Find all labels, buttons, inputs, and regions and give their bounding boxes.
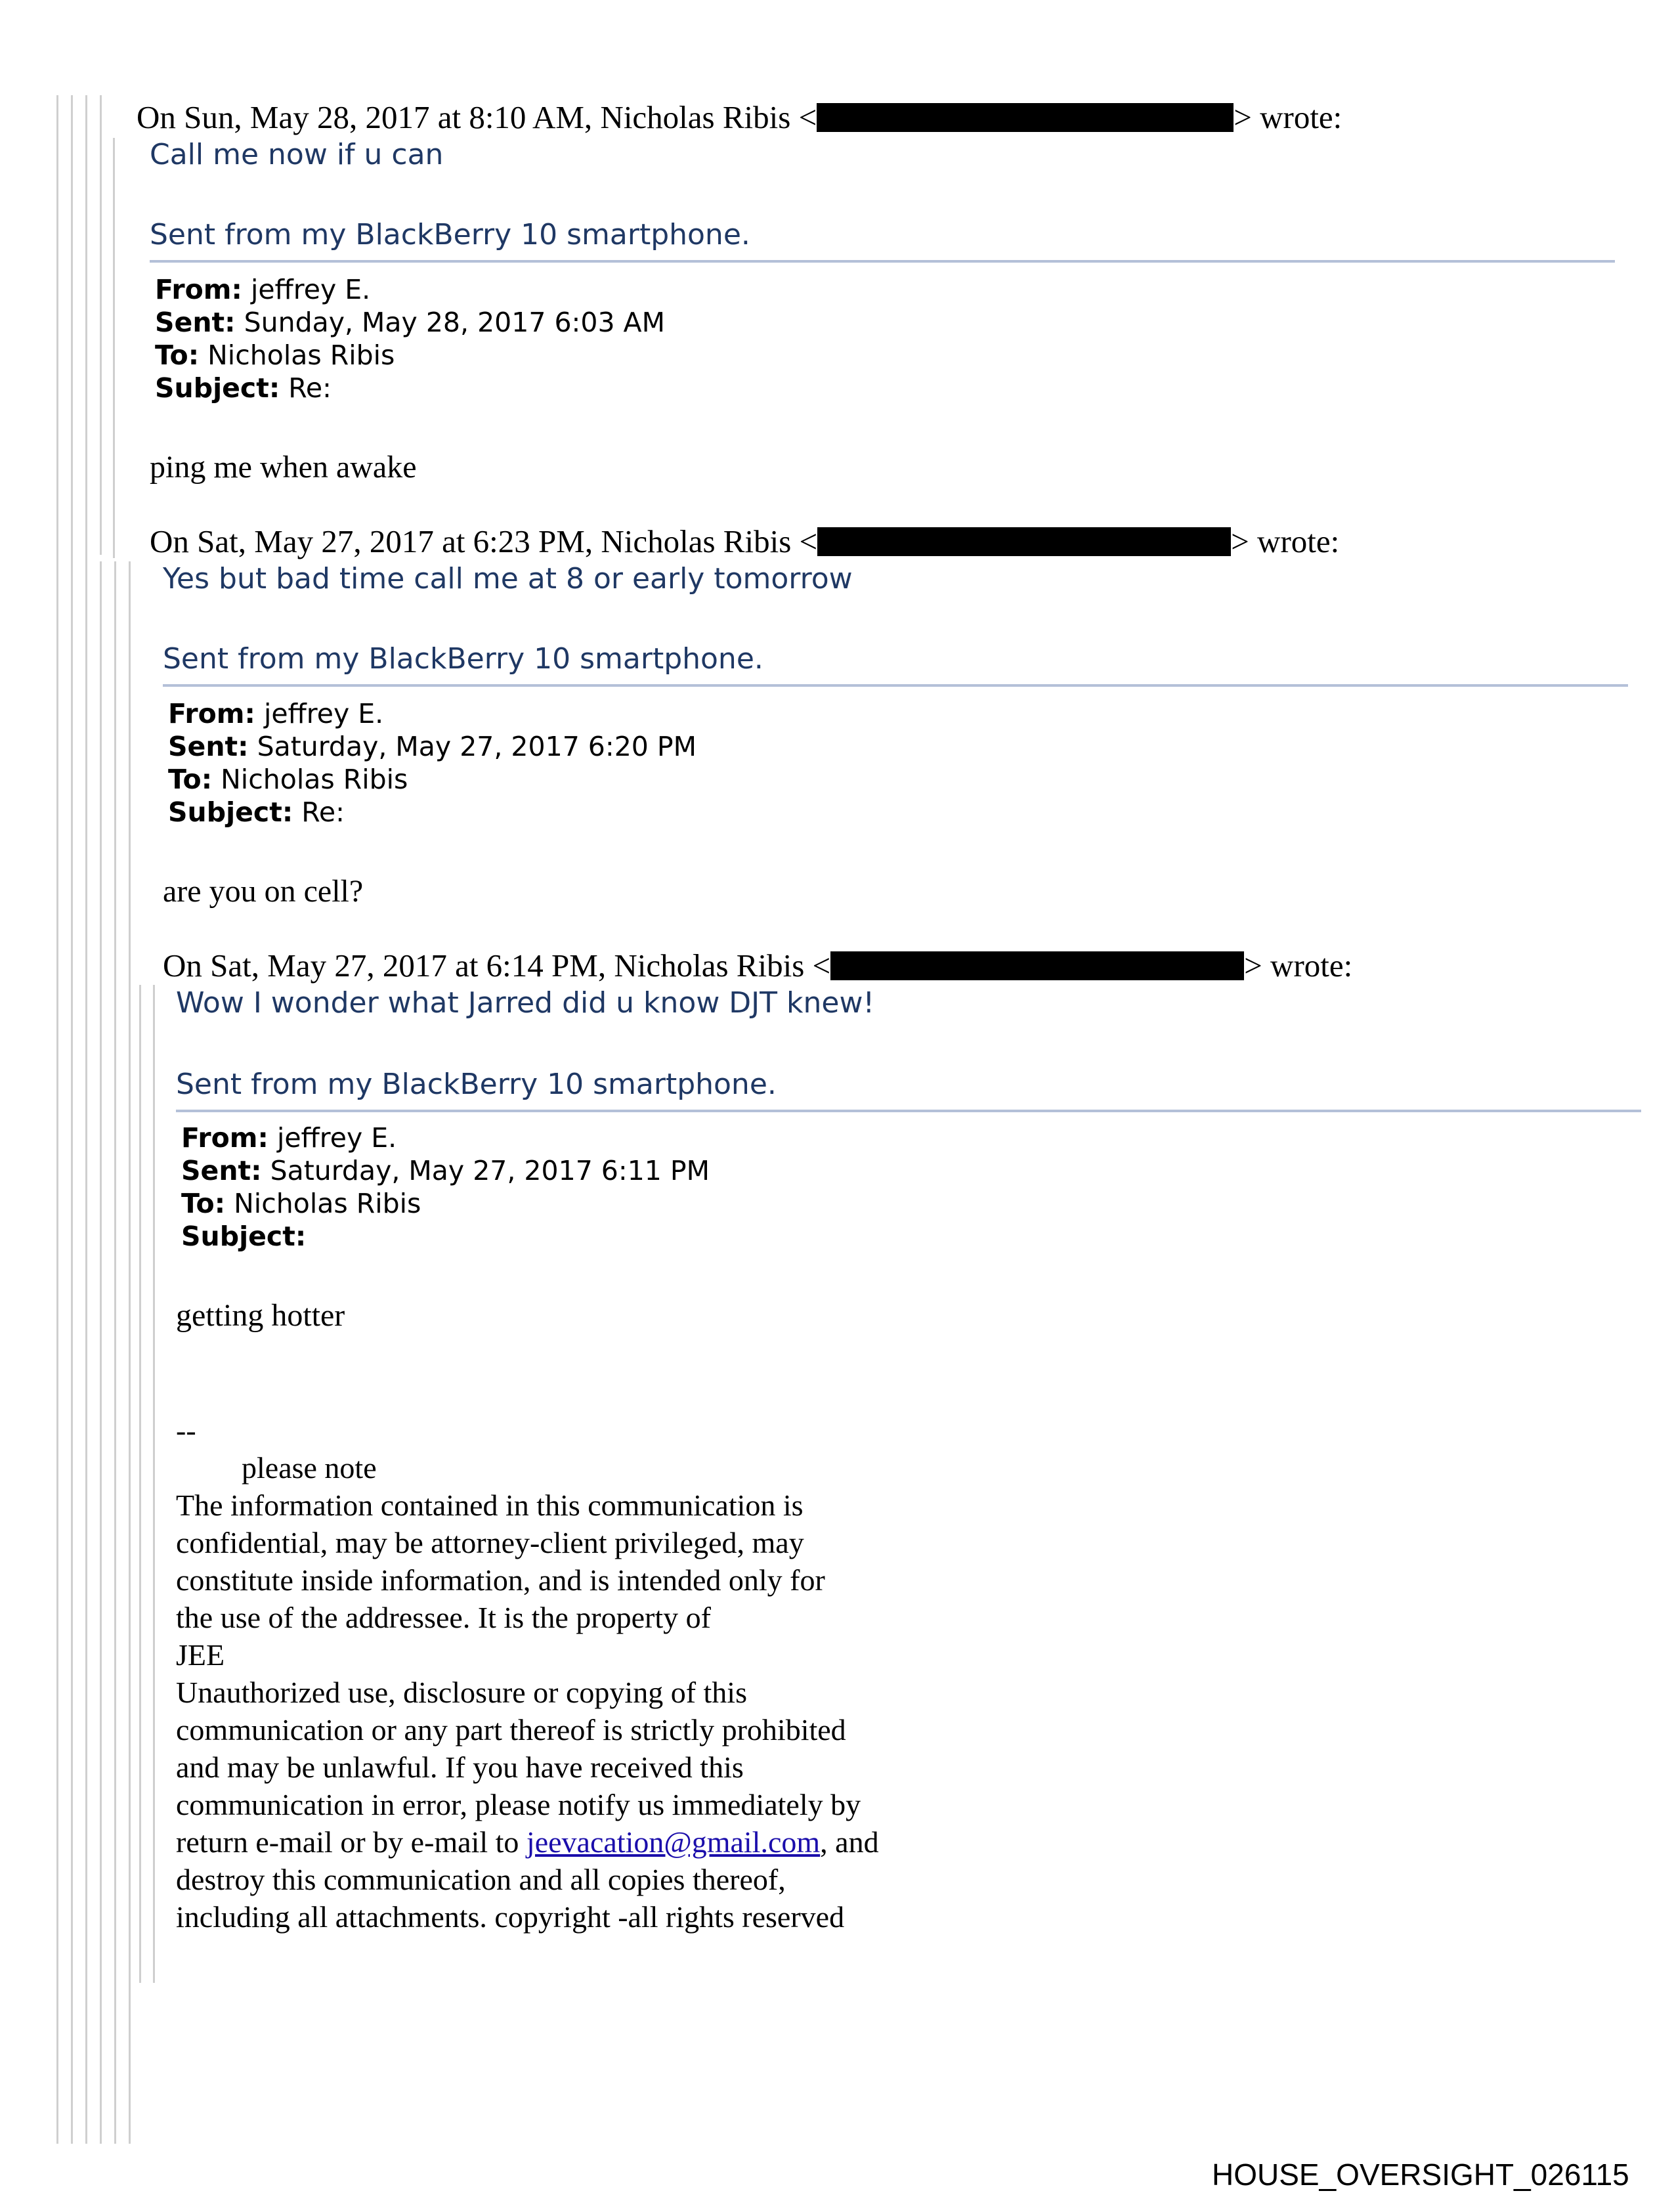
disclaimer-email-line: return e-mail or by e-mail to jeevacation@gmail.com, and (176, 1825, 879, 1859)
disclaimer-line: constitute inside information, and is intended only for (176, 1563, 825, 1597)
redacted-email (817, 103, 1234, 132)
sent-value: Saturday, May 27, 2017 6:20 PM (257, 731, 697, 762)
disclaimer-line: the use of the addressee. It is the property of (176, 1601, 711, 1634)
disclaimer-line: communication in error, please notify us immediately by (176, 1788, 861, 1821)
attribution-line: On Sat, May 27, 2017 at 6:23 PM, Nicholas Ribis < > wrote: (150, 523, 1340, 559)
sent-value: Sunday, May 28, 2017 6:03 AM (244, 307, 665, 338)
separator-rule (176, 1110, 1641, 1112)
email-link[interactable]: jeevacation@gmail.com (526, 1825, 821, 1859)
email-body: getting hotter (176, 1298, 345, 1333)
redacted-email (830, 951, 1244, 980)
disclaimer-line: and may be unlawful. If you have received this (176, 1750, 744, 1784)
email-body: are you on cell? (163, 874, 364, 909)
reply-text: Yes but bad time call me at 8 or early tomorrow (163, 562, 853, 596)
disclaimer-line: The information contained in this communication is (176, 1488, 804, 1522)
disclaimer-line: including all attachments. copyright -all rights reserved (176, 1900, 845, 1934)
to-value: Nicholas Ribis (207, 339, 395, 371)
email-header: From: jeffrey E. Sent: Saturday, May 27, 2017 6:20 PM To: Nicholas Ribis Subject: Re: (168, 698, 697, 828)
separator-rule (163, 684, 1628, 687)
disclaimer-line: destroy this communication and all copies thereof, (176, 1863, 786, 1896)
disclaimer-line: communication or any part thereof is strictly prohibited (176, 1713, 846, 1746)
redacted-email (817, 527, 1231, 556)
separator-rule (150, 260, 1615, 263)
disclaimer-line: confidential, may be attorney-client privileged, may (176, 1526, 804, 1559)
from-value: jeffrey E. (250, 274, 371, 305)
email-header: From: jeffrey E. Sent: Sunday, May 28, 2017 6:03 AM To: Nicholas Ribis Subject: Re: (155, 274, 665, 404)
disclaimer-note: please note (242, 1451, 377, 1485)
signature: Sent from my BlackBerry 10 smartphone. (163, 642, 763, 676)
to-value: Nicholas Ribis (221, 764, 408, 795)
reply-text: Wow I wonder what Jarred did u know DJT knew! (176, 986, 875, 1020)
attribution-line: On Sun, May 28, 2017 at 8:10 AM, Nicholas Ribis < > wrote: (137, 99, 1342, 135)
from-value: jeffrey E. (276, 1122, 397, 1154)
sent-value: Saturday, May 27, 2017 6:11 PM (270, 1155, 710, 1186)
disclaimer-line: JEE (176, 1638, 225, 1672)
disclaimer-line: Unauthorized use, disclosure or copying of this (176, 1676, 747, 1709)
to-value: Nicholas Ribis (234, 1188, 421, 1219)
disclaimer-block (176, 1412, 1095, 1936)
signature: Sent from my BlackBerry 10 smartphone. (150, 218, 750, 251)
from-value: jeffrey E. (263, 698, 384, 729)
email-body: ping me when awake (150, 450, 417, 485)
attribution-line: On Sat, May 27, 2017 at 6:14 PM, Nicholas Ribis < > wrote: (163, 947, 1353, 984)
signature: Sent from my BlackBerry 10 smartphone. (176, 1068, 777, 1101)
bates-number: HOUSE_OVERSIGHT_026115 (1212, 2158, 1629, 2192)
signature-dashes: -- (176, 1414, 196, 1447)
subject-value: Re: (288, 372, 332, 404)
email-header: From: jeffrey E. Sent: Saturday, May 27, 2017 6:11 PM To: Nicholas Ribis Subject: (181, 1122, 710, 1252)
reply-text: Call me now if u can (150, 138, 444, 171)
subject-value: Re: (301, 796, 345, 828)
